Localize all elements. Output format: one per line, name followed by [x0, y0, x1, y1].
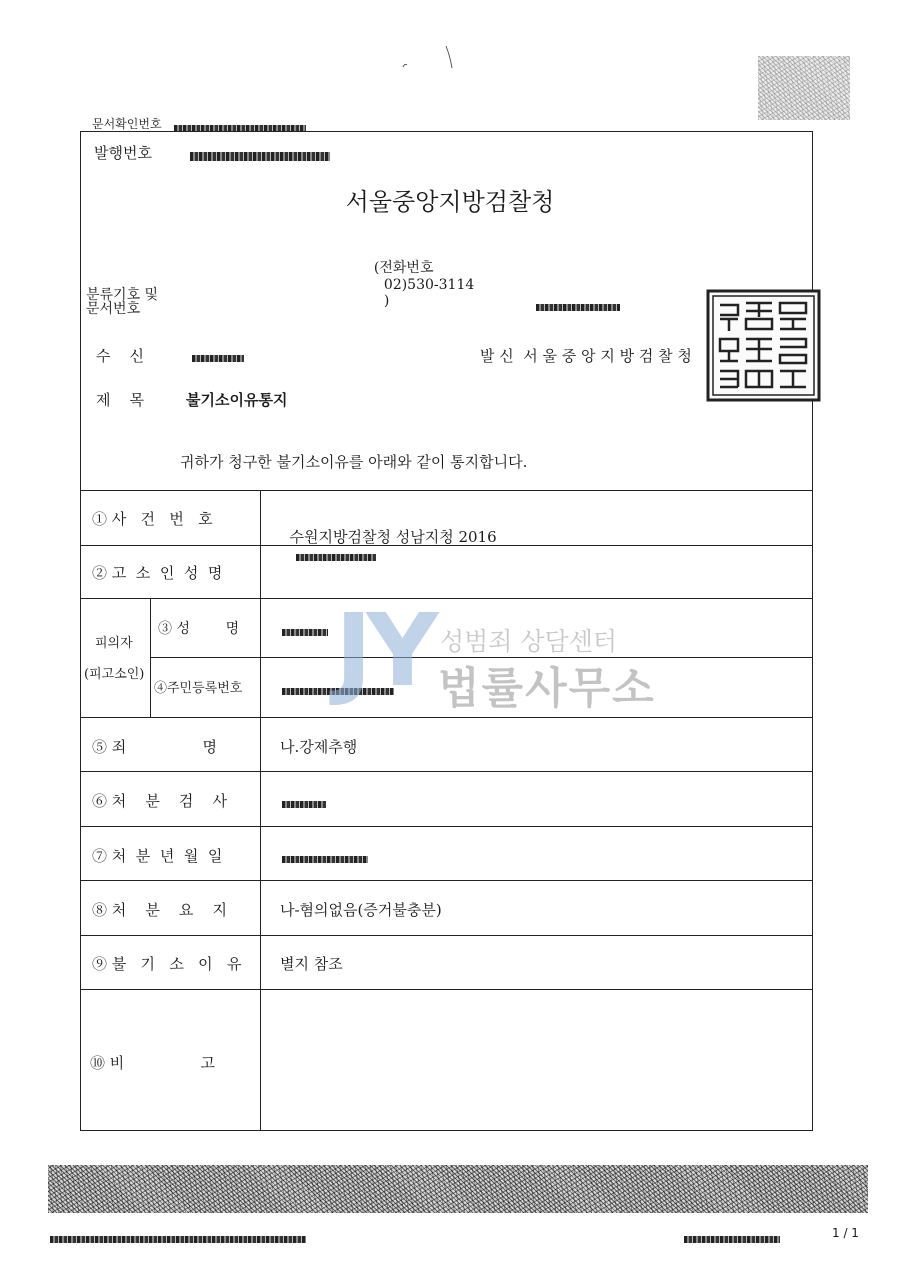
confirm-number-redacted	[174, 118, 306, 137]
recipient-redacted	[192, 348, 244, 367]
prosecutor-label: ⑥ 처 분 검 사	[92, 792, 227, 810]
suspect-name-redacted	[282, 622, 328, 641]
suspect-name-label: ③ 성 명	[158, 621, 240, 637]
footer-redacted-text-left	[50, 1229, 306, 1248]
watermark-line-1: 성범죄 상담센터	[440, 627, 617, 656]
suspect-group-label: 피의자	[95, 636, 133, 651]
subject-label: 제 목	[96, 391, 145, 409]
issue-number-label: 발행번호	[94, 144, 152, 162]
frame-bottom	[80, 1130, 813, 1131]
reason-value: 별지 참조	[280, 955, 343, 973]
row-line-7	[80, 880, 813, 881]
table-divider	[260, 490, 261, 1130]
row-line-5	[80, 771, 813, 772]
disposition-date-label: ⑦ 처 분 년 월 일	[92, 847, 223, 865]
crime-value: 나.강제추행	[280, 738, 358, 756]
footer-redacted-text-right	[684, 1229, 780, 1248]
suspect-id-redacted	[282, 681, 394, 700]
disposition-date-redacted	[282, 849, 368, 868]
disposition-gist-value: 나-혐의없음(증거불충분)	[280, 901, 442, 919]
prosecutor-redacted	[282, 794, 326, 813]
footer-redacted-barcode	[48, 1165, 868, 1213]
agency-title: 서울중앙지방검찰청	[345, 188, 555, 216]
suspect-id-label: ④주민등록번호	[154, 681, 243, 696]
frame-right	[812, 131, 813, 1131]
issue-number-redacted	[190, 146, 330, 165]
redacted-stamp-box	[758, 56, 850, 120]
case-number-redacted	[296, 554, 376, 561]
recipient-label: 수 신	[96, 347, 145, 365]
intro-text: 귀하가 청구한 불기소이유를 아래와 같이 통지합니다.	[180, 453, 528, 471]
suspect-group-sublabel: (피고소인)	[84, 667, 145, 682]
frame-left	[80, 131, 81, 1131]
row-line-3	[150, 657, 813, 658]
row-line-6	[80, 826, 813, 827]
row-line-2	[80, 598, 813, 599]
disposition-gist-label: ⑧ 처 분 요 지	[92, 901, 227, 919]
sender-text: 발 신 서 울 중 앙 지 방 검 찰 청	[480, 347, 692, 365]
official-seal	[706, 289, 821, 402]
reason-label: ⑨ 불 기 소 이 유	[92, 955, 242, 973]
phone-number: 02)530-3114	[383, 277, 475, 293]
row-line-9	[80, 989, 813, 990]
table-top	[80, 490, 813, 491]
scan-mark	[398, 42, 458, 72]
class-label-1: 분류기호 및	[86, 287, 159, 303]
case-number-label: ① 사 건 번 호	[92, 510, 213, 528]
crime-label: ⑤ 죄 명	[92, 738, 218, 756]
phone-label	[365, 241, 474, 309]
complainant-label: ② 고 소 인 성 명	[92, 564, 223, 582]
case-number-text: 수원지방검찰청 성남지청 2016	[289, 528, 497, 546]
class-label-2: 문서번호	[86, 301, 141, 317]
document-number-redacted	[536, 297, 620, 316]
suspect-divider	[150, 598, 151, 717]
row-line-4	[80, 717, 813, 718]
confirm-number-label: 문서확인번호	[92, 117, 162, 131]
row-line-8	[80, 935, 813, 936]
phone-prefix: (전화번호	[373, 260, 434, 276]
subject-value: 불기소이유통지	[186, 391, 288, 409]
watermark-logo: JY	[335, 592, 433, 709]
frame-top	[80, 131, 813, 132]
phone-suffix: )	[383, 293, 390, 309]
remarks-label: ⑩ 비 고	[90, 1054, 216, 1072]
case-number-value	[280, 508, 497, 565]
watermark-line-2: 법률사무소	[438, 664, 656, 714]
footer-page-number: 1 / 1	[832, 1226, 859, 1240]
